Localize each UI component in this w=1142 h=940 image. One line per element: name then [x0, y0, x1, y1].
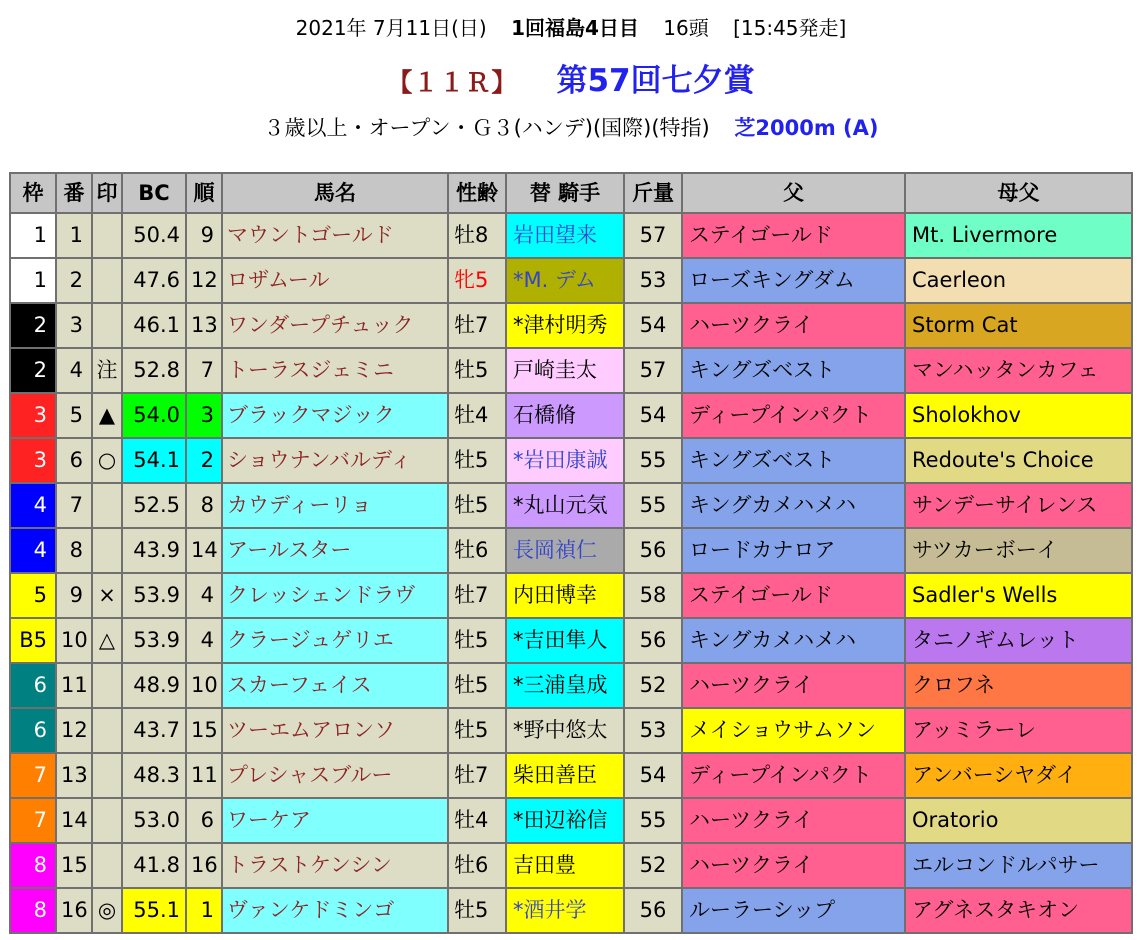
horse-number-cell: 1 [56, 213, 92, 258]
sex-age-cell: 牡5 [448, 708, 506, 753]
conditions-line [0, 112, 1142, 142]
race-conditions: ３歳以上・オープン・Ｇ３(ハンデ)(国際)(特指) [263, 116, 710, 140]
damsire-cell: マンハッタンカフェ [905, 348, 1132, 393]
page-header [0, 0, 1142, 142]
mark-cell [92, 528, 122, 573]
sire-cell: キングカメハメハ [682, 618, 905, 663]
horse-number-cell: 4 [56, 348, 92, 393]
horse-number-cell: 5 [56, 393, 92, 438]
mark-cell [92, 708, 122, 753]
bc-value-cell: 43.7 [122, 708, 186, 753]
sex-age-cell: 牡5 [448, 483, 506, 528]
bc-rank-cell: 12 [186, 258, 222, 303]
table-row [10, 528, 1132, 573]
horse-name-cell[interactable]: ワンダープチュック [222, 303, 448, 348]
frame-number-cell: 4 [10, 528, 56, 573]
frame-number-cell: 2 [10, 348, 56, 393]
sex-age-cell: 牡4 [448, 393, 506, 438]
sex-age-cell: 牡5 [448, 663, 506, 708]
weight-cell: 55 [624, 483, 682, 528]
sire-cell: ハーツクライ [682, 663, 905, 708]
bc-value-cell: 48.3 [122, 753, 186, 798]
jockey-cell[interactable]: *岩田康誠 [506, 438, 624, 483]
race-number: 【１１Ｒ】 [387, 68, 518, 97]
mark-cell: ○ [92, 438, 122, 483]
table-row [10, 348, 1132, 393]
sire-cell: ステイゴールド [682, 573, 905, 618]
weight-cell: 54 [624, 303, 682, 348]
jockey-cell[interactable]: *酒井学 [506, 888, 624, 933]
bc-value-cell: 54.1 [122, 438, 186, 483]
col-header-sire: 父 [682, 173, 905, 213]
bc-value-cell: 43.9 [122, 528, 186, 573]
meeting-day: 1回福島4日目 [511, 16, 639, 40]
horse-name-cell[interactable]: ヴァンケドミンゴ [222, 888, 448, 933]
bc-value-cell: 53.9 [122, 573, 186, 618]
horse-name-cell[interactable]: ショウナンバルディ [222, 438, 448, 483]
table-row [10, 438, 1132, 483]
horse-name-cell[interactable]: カウディーリョ [222, 483, 448, 528]
damsire-cell: アグネスタキオン [905, 888, 1132, 933]
damsire-cell: Caerleon [905, 258, 1132, 303]
table-row [10, 798, 1132, 843]
mark-cell [92, 303, 122, 348]
weight-cell: 56 [624, 528, 682, 573]
frame-number-cell: 3 [10, 393, 56, 438]
table-row [10, 888, 1132, 933]
jockey-cell[interactable]: 長岡禎仁 [506, 528, 624, 573]
sex-age-cell: 牡5 [448, 888, 506, 933]
frame-number-cell: 7 [10, 753, 56, 798]
weight-cell: 57 [624, 348, 682, 393]
weight-cell: 56 [624, 888, 682, 933]
frame-number-cell: 6 [10, 708, 56, 753]
race-title-line [0, 55, 1142, 100]
horse-number-cell: 15 [56, 843, 92, 888]
horse-name-cell[interactable]: アールスター [222, 528, 448, 573]
damsire-cell: Mt. Livermore [905, 213, 1132, 258]
horse-name-cell[interactable]: トラストケンシン [222, 843, 448, 888]
sex-age-cell: 牡4 [448, 798, 506, 843]
sex-age-cell: 牡7 [448, 753, 506, 798]
damsire-cell: アッミラーレ [905, 708, 1132, 753]
col-header-rank: 順 [186, 173, 222, 213]
mark-cell [92, 258, 122, 303]
race-title: 第57回七夕賞 [556, 63, 755, 99]
field-size: 16頭 [663, 16, 709, 40]
horse-number-cell: 14 [56, 798, 92, 843]
sire-cell: ハーツクライ [682, 843, 905, 888]
sire-cell: ルーラーシップ [682, 888, 905, 933]
bc-value-cell: 53.9 [122, 618, 186, 663]
weight-cell: 54 [624, 753, 682, 798]
jockey-cell[interactable]: 内田博幸 [506, 573, 624, 618]
table-row [10, 753, 1132, 798]
horse-number-cell: 2 [56, 258, 92, 303]
sex-age-cell: 牡8 [448, 213, 506, 258]
sire-cell: メイショウサムソン [682, 708, 905, 753]
bc-rank-cell: 8 [186, 483, 222, 528]
sire-cell: キングズベスト [682, 438, 905, 483]
jockey-cell[interactable]: *三浦皇成 [506, 663, 624, 708]
sire-cell: ロードカナロア [682, 528, 905, 573]
mark-cell [92, 798, 122, 843]
damsire-cell: Sholokhov [905, 393, 1132, 438]
frame-number-cell: 6 [10, 663, 56, 708]
horse-name-cell[interactable]: トーラスジェミニ [222, 348, 448, 393]
sex-age-cell: 牝5 [448, 258, 506, 303]
jockey-cell[interactable]: *津村明秀 [506, 303, 624, 348]
bc-value-cell: 55.1 [122, 888, 186, 933]
col-header-damsire: 母父 [905, 173, 1132, 213]
bc-rank-cell: 14 [186, 528, 222, 573]
mark-cell [92, 753, 122, 798]
date-line [0, 12, 1142, 41]
bc-rank-cell: 9 [186, 213, 222, 258]
bc-rank-cell: 7 [186, 348, 222, 393]
horse-name-cell[interactable]: プレシャスブルー [222, 753, 448, 798]
jockey-cell[interactable]: *丸山元気 [506, 483, 624, 528]
jockey-cell[interactable]: 吉田豊 [506, 843, 624, 888]
horse-number-cell: 6 [56, 438, 92, 483]
start-time: [15:45発走] [733, 16, 847, 40]
sex-age-cell: 牡5 [448, 348, 506, 393]
bc-rank-cell: 3 [186, 393, 222, 438]
mark-cell: ▲ [92, 393, 122, 438]
damsire-cell: Sadler's Wells [905, 573, 1132, 618]
col-header-bc: BC [122, 173, 186, 213]
mark-cell [92, 213, 122, 258]
bc-rank-cell: 2 [186, 438, 222, 483]
sire-cell: ハーツクライ [682, 303, 905, 348]
horse-number-cell: 7 [56, 483, 92, 528]
frame-number-cell: 2 [10, 303, 56, 348]
weight-cell: 52 [624, 843, 682, 888]
sire-cell: ステイゴールド [682, 213, 905, 258]
frame-number-cell: 4 [10, 483, 56, 528]
bc-value-cell: 53.0 [122, 798, 186, 843]
horse-number-cell: 12 [56, 708, 92, 753]
weight-cell: 54 [624, 393, 682, 438]
frame-number-cell: 3 [10, 438, 56, 483]
horse-name-cell[interactable]: ワーケア [222, 798, 448, 843]
table-row [10, 213, 1132, 258]
jockey-cell[interactable]: *田辺裕信 [506, 798, 624, 843]
frame-number-cell: B5 [10, 618, 56, 663]
sire-cell: ディープインパクト [682, 753, 905, 798]
col-header-number: 番 [56, 173, 92, 213]
race-date: 2021年 7月11日(日) [295, 16, 487, 40]
mark-cell: △ [92, 618, 122, 663]
jockey-cell[interactable]: 石橋脩 [506, 393, 624, 438]
col-header-mark: 印 [92, 173, 122, 213]
bc-value-cell: 54.0 [122, 393, 186, 438]
sire-cell: キングカメハメハ [682, 483, 905, 528]
weight-cell: 53 [624, 258, 682, 303]
bc-rank-cell: 15 [186, 708, 222, 753]
bc-rank-cell: 11 [186, 753, 222, 798]
bc-value-cell: 41.8 [122, 843, 186, 888]
frame-number-cell: 5 [10, 573, 56, 618]
jockey-cell[interactable]: 岩田望来 [506, 213, 624, 258]
frame-number-cell: 1 [10, 213, 56, 258]
bc-value-cell: 52.8 [122, 348, 186, 393]
bc-value-cell: 50.4 [122, 213, 186, 258]
bc-value-cell: 46.1 [122, 303, 186, 348]
table-row [10, 483, 1132, 528]
sex-age-cell: 牡6 [448, 843, 506, 888]
horse-number-cell: 13 [56, 753, 92, 798]
table-row [10, 618, 1132, 663]
horse-name-cell[interactable]: ロザムール [222, 258, 448, 303]
weight-cell: 53 [624, 708, 682, 753]
col-header-frame: 枠 [10, 173, 56, 213]
horse-number-cell: 16 [56, 888, 92, 933]
weight-cell: 56 [624, 618, 682, 663]
horse-name-cell[interactable]: マウントゴールド [222, 213, 448, 258]
bc-rank-cell: 10 [186, 663, 222, 708]
table-row [10, 303, 1132, 348]
race-table-body [10, 213, 1132, 933]
table-row [10, 708, 1132, 753]
mark-cell [92, 663, 122, 708]
weight-cell: 57 [624, 213, 682, 258]
bc-rank-cell: 16 [186, 843, 222, 888]
horse-number-cell: 9 [56, 573, 92, 618]
bc-rank-cell: 6 [186, 798, 222, 843]
damsire-cell: Oratorio [905, 798, 1132, 843]
frame-number-cell: 8 [10, 843, 56, 888]
table-row [10, 843, 1132, 888]
table-row [10, 663, 1132, 708]
mark-cell: × [92, 573, 122, 618]
col-header-weight: 斤量 [624, 173, 682, 213]
mark-cell: 注 [92, 348, 122, 393]
horse-number-cell: 10 [56, 618, 92, 663]
damsire-cell: タニノギムレット [905, 618, 1132, 663]
bc-rank-cell: 13 [186, 303, 222, 348]
sex-age-cell: 牡7 [448, 303, 506, 348]
jockey-cell[interactable]: *M. デム [506, 258, 624, 303]
col-header-jockey: 替 騎手 [506, 173, 624, 213]
weight-cell: 52 [624, 663, 682, 708]
table-row [10, 393, 1132, 438]
course-info: 芝2000m (A) [734, 116, 879, 140]
race-table [9, 172, 1133, 934]
weight-cell: 55 [624, 438, 682, 483]
jockey-cell[interactable]: 戸崎圭太 [506, 348, 624, 393]
horse-name-cell[interactable]: ツーエムアロンソ [222, 708, 448, 753]
horse-name-cell[interactable]: クレッシェンドラヴ [222, 573, 448, 618]
damsire-cell: クロフネ [905, 663, 1132, 708]
damsire-cell: Redoute's Choice [905, 438, 1132, 483]
mark-cell: ◎ [92, 888, 122, 933]
bc-rank-cell: 4 [186, 573, 222, 618]
horse-name-cell[interactable]: スカーフェイス [222, 663, 448, 708]
jockey-cell[interactable]: *吉田隼人 [506, 618, 624, 663]
damsire-cell: サツカーボーイ [905, 528, 1132, 573]
horse-number-cell: 11 [56, 663, 92, 708]
sire-cell: ハーツクライ [682, 798, 905, 843]
sex-age-cell: 牡6 [448, 528, 506, 573]
col-header-horse: 馬名 [222, 173, 448, 213]
sire-cell: ローズキングダム [682, 258, 905, 303]
table-row [10, 258, 1132, 303]
sire-cell: ディープインパクト [682, 393, 905, 438]
frame-number-cell: 1 [10, 258, 56, 303]
horse-number-cell: 8 [56, 528, 92, 573]
mark-cell [92, 483, 122, 528]
table-row [10, 573, 1132, 618]
damsire-cell: サンデーサイレンス [905, 483, 1132, 528]
horse-name-cell[interactable]: ブラックマジック [222, 393, 448, 438]
mark-cell [92, 843, 122, 888]
frame-number-cell: 7 [10, 798, 56, 843]
weight-cell: 58 [624, 573, 682, 618]
damsire-cell: アンバーシヤダイ [905, 753, 1132, 798]
bc-value-cell: 48.9 [122, 663, 186, 708]
col-header-sexage: 性齢 [448, 173, 506, 213]
jockey-cell[interactable]: *野中悠太 [506, 708, 624, 753]
bc-rank-cell: 4 [186, 618, 222, 663]
weight-cell: 55 [624, 798, 682, 843]
bc-value-cell: 52.5 [122, 483, 186, 528]
jockey-cell[interactable]: 柴田善臣 [506, 753, 624, 798]
horse-name-cell[interactable]: クラージュゲリエ [222, 618, 448, 663]
header-row [10, 173, 1132, 213]
sex-age-cell: 牡5 [448, 618, 506, 663]
horse-number-cell: 3 [56, 303, 92, 348]
bc-value-cell: 47.6 [122, 258, 186, 303]
sex-age-cell: 牡5 [448, 438, 506, 483]
damsire-cell: エルコンドルパサー [905, 843, 1132, 888]
frame-number-cell: 8 [10, 888, 56, 933]
bc-rank-cell: 1 [186, 888, 222, 933]
damsire-cell: Storm Cat [905, 303, 1132, 348]
sex-age-cell: 牡7 [448, 573, 506, 618]
sire-cell: キングズベスト [682, 348, 905, 393]
